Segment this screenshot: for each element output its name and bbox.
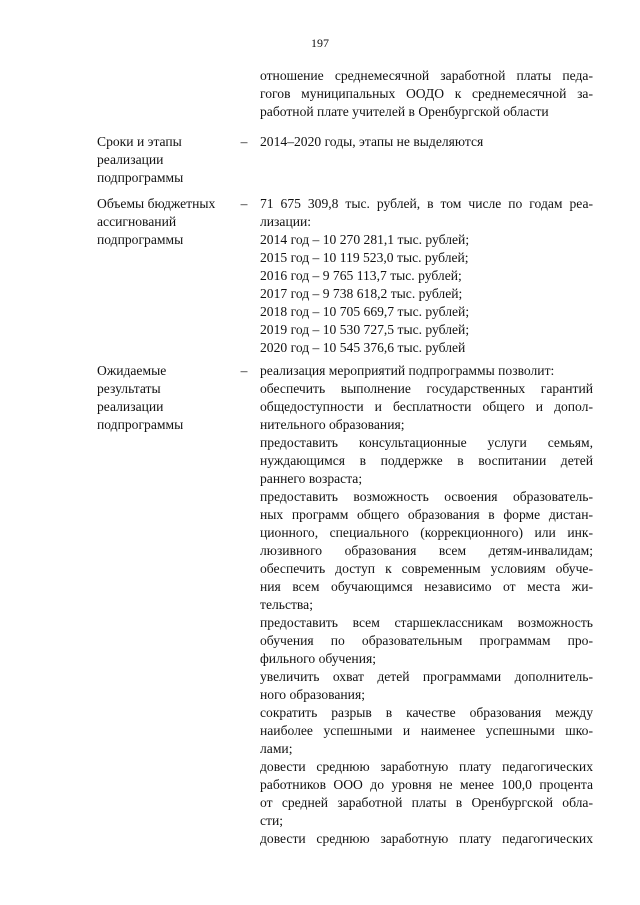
row-dash: – bbox=[240, 134, 248, 149]
row-value: реализация мероприятий подпрограммы позволит: bbox=[260, 363, 555, 378]
row-value: предоставить всем старшеклассникам возможность bbox=[260, 615, 593, 630]
row-label: реализации bbox=[97, 399, 164, 414]
row-value: сократить разрыв в качестве образования между bbox=[260, 705, 593, 720]
row-value: нительного образования; bbox=[260, 417, 405, 432]
row-value: раннего возраста; bbox=[260, 471, 363, 486]
row-value: 71 675 309,8 тыс. рублей, в том числе по годам реа- bbox=[260, 196, 593, 211]
row-value: обеспечить выполнение государственных гарантий bbox=[260, 381, 593, 396]
row-label: подпрограммы bbox=[97, 170, 184, 185]
row-value: люзивного образования всем детям-инвалидам; bbox=[260, 543, 593, 558]
row-value: фильного обучения; bbox=[260, 651, 377, 666]
row-value: 2018 год – 10 705 669,7 тыс. рублей; bbox=[260, 304, 470, 319]
row-value: 2015 год – 10 119 523,0 тыс. рублей; bbox=[260, 250, 469, 265]
row-value: лами; bbox=[260, 741, 293, 756]
row-value: работников ООО до уровня не менее 100,0 процента bbox=[260, 777, 593, 792]
row-value: довести среднюю заработную плату педагогических bbox=[260, 759, 593, 774]
text-line: работной плате учителей в Оренбургской области bbox=[260, 104, 549, 119]
row-dash: – bbox=[240, 363, 248, 378]
row-value: 2017 год – 9 738 618,2 тыс. рублей; bbox=[260, 286, 463, 301]
row-value: обеспечить доступ к современным условиям обуче- bbox=[260, 561, 593, 576]
text-line: отношение среднемесячной заработной платы педа- bbox=[260, 68, 593, 83]
row-value: предоставить возможность освоения образователь- bbox=[260, 489, 593, 504]
row-value: 2014–2020 годы, этапы не выделяются bbox=[260, 134, 484, 149]
row-label: ассигнований bbox=[97, 214, 177, 229]
row-value: 2014 год – 10 270 281,1 тыс. рублей; bbox=[260, 232, 470, 247]
row-label: результаты bbox=[97, 381, 161, 396]
page-number: 197 bbox=[311, 36, 329, 50]
row-label: подпрограммы bbox=[97, 417, 184, 432]
row-value: довести среднюю заработную плату педагогических bbox=[260, 831, 593, 846]
row-value: ных программ общего образования в форме дистан- bbox=[260, 507, 593, 522]
row-value: предоставить консультационные услуги семьям, bbox=[260, 435, 593, 450]
text-line: гогов муниципальных ООДО к среднемесячной за- bbox=[260, 86, 593, 101]
row-value: ния всем обучающимся независимо от места жи- bbox=[260, 579, 593, 594]
row-value: нуждающимся в поддержке в воспитании детей bbox=[260, 453, 593, 468]
row-label: реализации bbox=[97, 152, 164, 167]
row-value: сти; bbox=[260, 813, 284, 828]
row-label: Сроки и этапы bbox=[97, 134, 182, 149]
row-value: лизации: bbox=[260, 214, 312, 229]
row-value: увеличить охват детей программами дополнитель- bbox=[260, 669, 593, 684]
row-label: Объемы бюджетных bbox=[97, 196, 216, 211]
row-value: наиболее успешными и наименее успешными шко- bbox=[260, 723, 593, 738]
row-value: 2020 год – 10 545 376,6 тыс. рублей bbox=[260, 340, 466, 355]
row-value: ционного, специального (коррекционного) или инк- bbox=[260, 525, 593, 540]
row-value: от средней заработной платы в Оренбургской обла- bbox=[260, 795, 593, 810]
row-label: подпрограммы bbox=[97, 232, 184, 247]
row-value: тельства; bbox=[260, 597, 313, 612]
row-value: 2019 год – 10 530 727,5 тыс. рублей; bbox=[260, 322, 470, 337]
row-value: общедоступности и бесплатности общего и допол- bbox=[260, 399, 593, 414]
row-value: обучения по образовательным программам про- bbox=[260, 633, 593, 648]
row-label: Ожидаемые bbox=[97, 363, 167, 378]
row-dash: – bbox=[240, 196, 248, 211]
row-value: ного образования; bbox=[260, 687, 365, 702]
row-value: 2016 год – 9 765 113,7 тыс. рублей; bbox=[260, 268, 462, 283]
